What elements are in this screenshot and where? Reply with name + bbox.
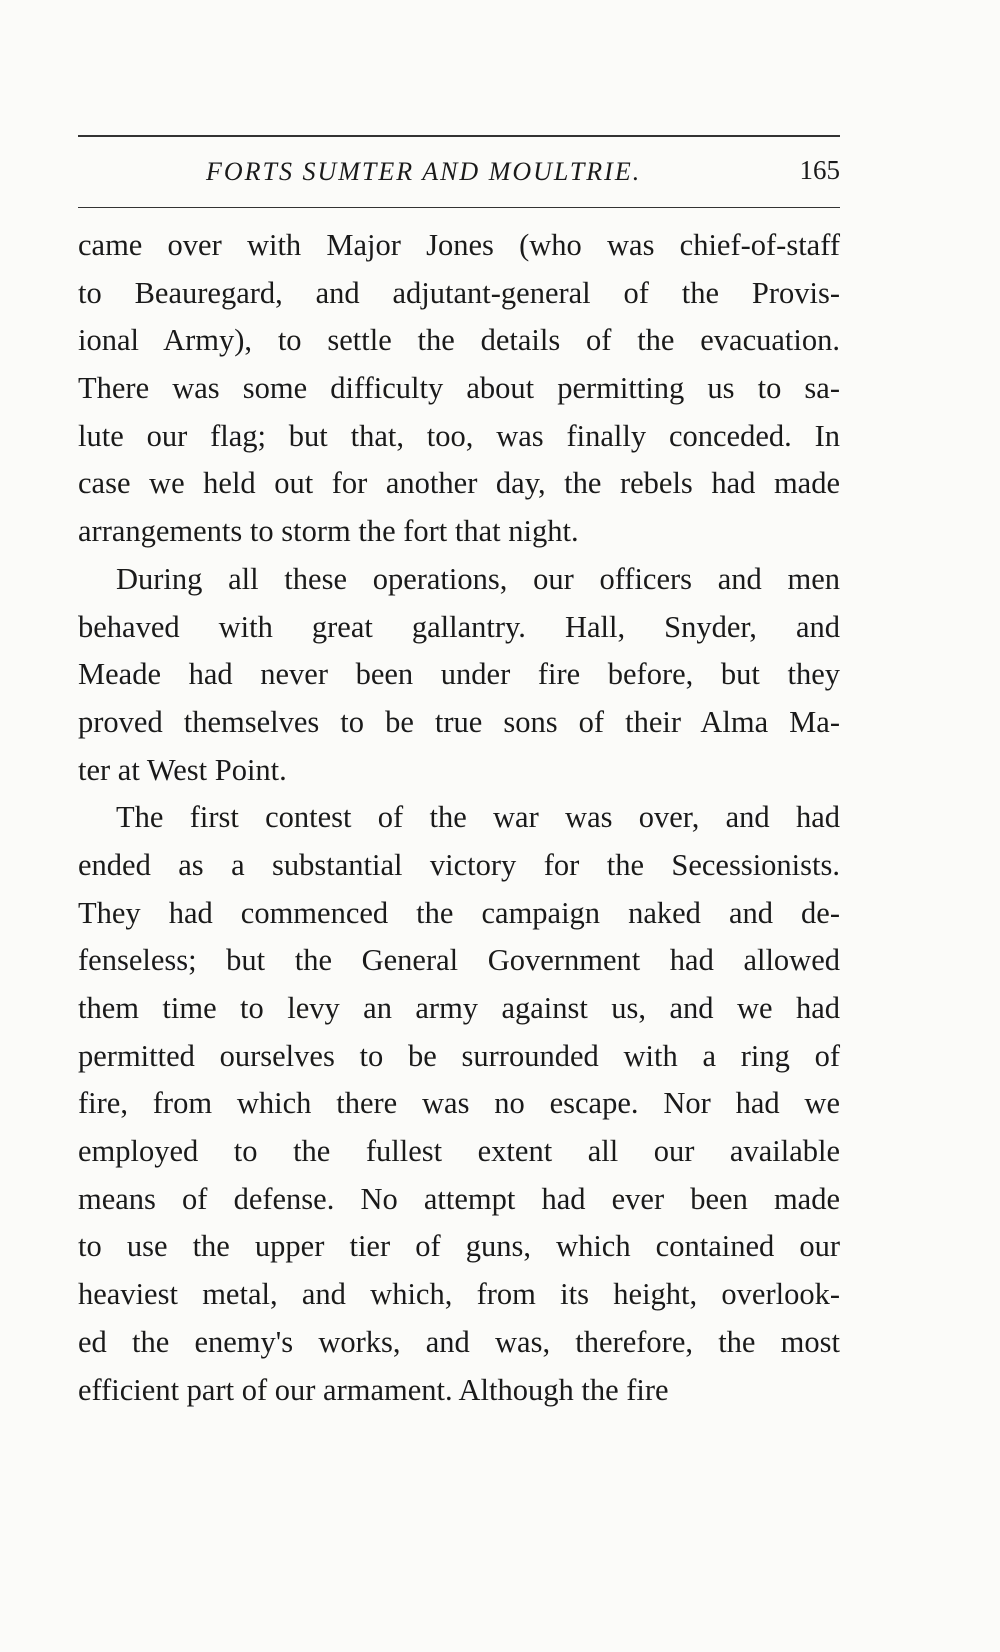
text-line: fire, from which there was no escape. Nor had we xyxy=(78,1086,840,1121)
text-line: case we held out for another day, the rebels had made xyxy=(78,466,840,501)
running-head xyxy=(78,153,840,193)
text-line: employed to the fullest extent all our available xyxy=(78,1134,840,1169)
text-line: them time to levy an army against us, and we had xyxy=(78,991,840,1025)
text-line: heaviest metal, and which, from its height, overlook- xyxy=(78,1277,840,1312)
text-line: means of defense. No attempt had ever been made xyxy=(78,1181,840,1216)
text-line: to Beauregard, and adjutant-general of the Provis- xyxy=(78,275,840,310)
text-line: permitted ourselves to be surrounded with a ring of xyxy=(78,1038,840,1073)
text-line: behaved with great gallantry. Hall, Snyder, and xyxy=(78,609,840,644)
text-line: came over with Major Jones (who was chief-of-staff xyxy=(78,228,840,262)
header-rule-top xyxy=(78,135,840,137)
paragraph xyxy=(78,556,840,794)
paragraph xyxy=(78,794,840,1414)
running-title: FORTS SUMTER AND MOULTRIE. xyxy=(206,157,642,186)
text-line: arrangements to storm the fort that night. xyxy=(78,514,579,549)
text-line: They had commenced the campaign naked and de- xyxy=(78,895,840,930)
paragraph xyxy=(78,222,840,556)
text-line: proved themselves to be true sons of their Alma Ma- xyxy=(78,704,840,739)
text-line: The first contest of the war was over, and had xyxy=(116,800,840,835)
text-line: ended as a substantial victory for the Secessionists. xyxy=(78,847,840,882)
text-line: lute our flag; but that, too, was finally conceded. In xyxy=(78,418,840,453)
text-line: Meade had never been under fire before, but they xyxy=(78,657,840,692)
header-rule-bottom xyxy=(78,207,840,208)
text-line: ter at West Point. xyxy=(78,752,287,787)
text-line: During all these operations, our officers and men xyxy=(116,561,840,596)
text-line: to use the upper tier of guns, which contained our xyxy=(78,1229,840,1264)
text-line: ed the enemy's works, and was, therefore, the most xyxy=(78,1324,840,1359)
page-number: 165 xyxy=(799,155,840,185)
text-line: efficient part of our armament. Although the fire xyxy=(78,1372,669,1407)
text-line: ional Army), to settle the details of the evacuation. xyxy=(78,323,840,358)
text-line: fenseless; but the General Government had allowed xyxy=(78,943,840,978)
text-line: There was some difficulty about permitting us to sa- xyxy=(78,371,840,406)
body-text xyxy=(78,222,840,1414)
